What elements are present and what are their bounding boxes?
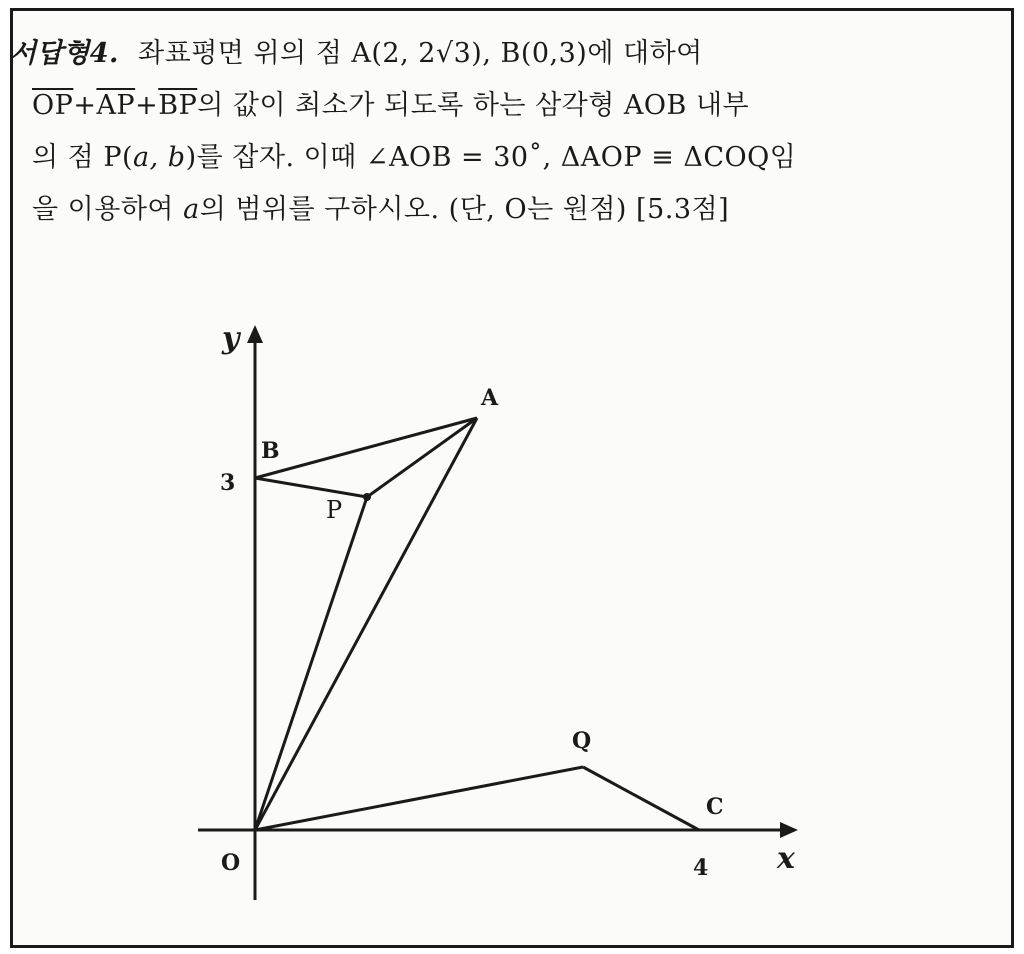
segment-qc <box>583 767 699 830</box>
segment-bp <box>255 478 367 497</box>
segment-op <box>255 497 367 830</box>
problem-line-4-a: 을 이용하여 <box>32 194 184 225</box>
y-axis-label: y <box>222 321 240 356</box>
plus-1: + <box>73 90 97 121</box>
segment-ba <box>255 418 477 478</box>
segment-oa <box>255 418 477 830</box>
problem-line-4-b: 의 범위를 구하시오. (단, O는 원점) [5.3점] <box>199 194 730 225</box>
point-p-dot <box>363 493 371 501</box>
x-axis-label: x <box>777 841 795 876</box>
problem-line-1-text: 좌표평면 위의 점 A(2, 2√3), B(0,3)에 대하여 <box>138 38 703 69</box>
segment-ap: $\overline{AP}$ <box>96 90 136 121</box>
variable-a: a <box>183 194 200 225</box>
segment-op: $\overline{OP}$ <box>32 90 74 121</box>
tick-x-4: 4 <box>693 855 709 881</box>
y-axis-arrow-icon <box>247 325 263 343</box>
point-p-label: P <box>326 496 343 524</box>
x-axis-arrow-icon <box>780 822 798 838</box>
point-q-label: Q <box>572 728 592 754</box>
segment-oq <box>255 767 583 830</box>
segment-bp: $\overline{BP}$ <box>158 90 198 121</box>
point-b-label: B <box>261 438 280 464</box>
problem-line-3-a: 의 점 P( <box>32 142 134 173</box>
problem-line-2-text: 의 값이 최소가 되도록 하는 삼각형 AOB 내부 <box>197 90 750 121</box>
plus-2: + <box>135 90 159 121</box>
point-c-label: C <box>706 794 724 820</box>
problem-line-3-b: )를 잡자. 이때 ∠AOB = 30˚, ΔAOP ≡ ΔCOQ임 <box>185 142 797 173</box>
point-a-label: A <box>481 385 499 411</box>
point-p-vars: a, b <box>133 142 186 173</box>
problem-label: 서답형4. <box>10 38 119 69</box>
tick-y-3: 3 <box>220 470 236 496</box>
origin-label: O <box>221 850 241 876</box>
segment-pa <box>367 418 477 497</box>
